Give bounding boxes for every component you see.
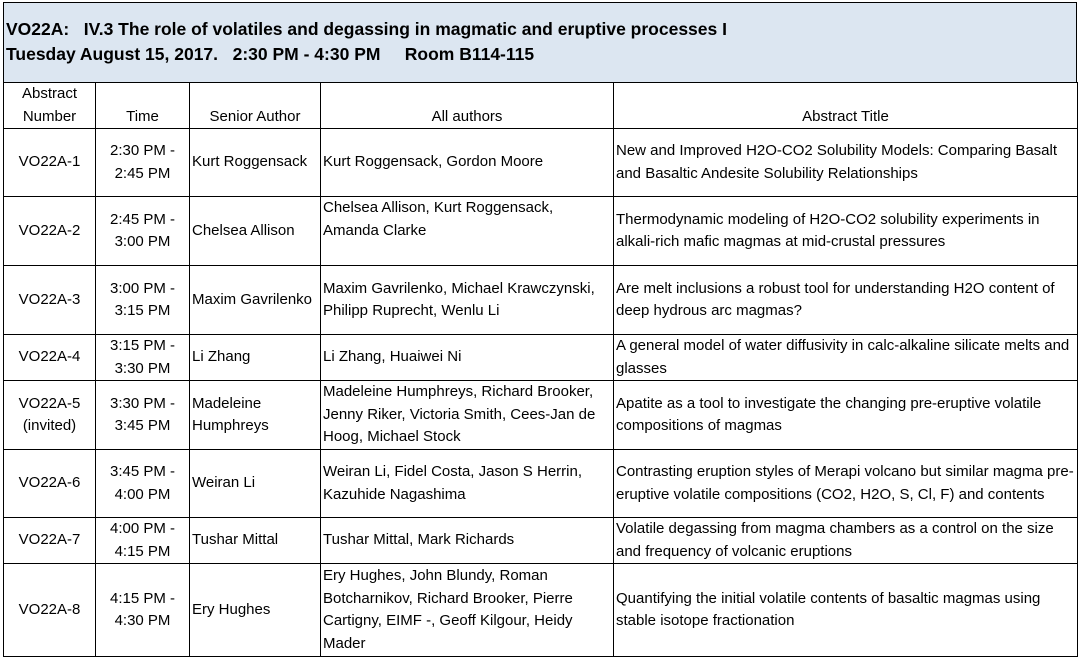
time-slot: 4:00 PM - 4:15 PM (96, 518, 190, 564)
abstract-title: Quantifying the initial volatile contents of basaltic magmas using stable isotope fractionation (614, 564, 1078, 657)
all-authors: Madeleine Humphreys, Richard Brooker, Jenny Riker, Victoria Smith, Cees-Jan de Hoog, Michael Stock (321, 381, 614, 450)
table-row (4, 129, 1078, 197)
header-time: Time (96, 83, 190, 129)
session-header (3, 2, 1077, 82)
table-row (4, 197, 1078, 266)
session-date-room: Tuesday August 15, 2017. 2:30 PM - 4:30 PM Room B114-115 (6, 44, 535, 64)
abstract-title: New and Improved H2O-CO2 Solubility Models: Comparing Basalt and Basaltic Andesite Solubility Relationships (614, 129, 1078, 197)
table-header-row (4, 83, 1078, 129)
all-authors: Kurt Roggensack, Gordon Moore (321, 129, 614, 197)
table-row (4, 450, 1078, 518)
abstract-title: Thermodynamic modeling of H2O-CO2 solubility experiments in alkali-rich mafic magmas at mid-crustal pressures (614, 197, 1078, 266)
schedule-table (3, 82, 1078, 657)
abstract-number: VO22A-8 (4, 564, 96, 657)
senior-author: Maxim Gavrilenko (190, 266, 321, 335)
table-row (4, 335, 1078, 381)
header-abstract-title: Abstract Title (614, 83, 1078, 129)
abstract-title: Apatite as a tool to investigate the changing pre-eruptive volatile compositions of magmas (614, 381, 1078, 450)
all-authors: Weiran Li, Fidel Costa, Jason S Herrin, Kazuhide Nagashima (321, 450, 614, 518)
header-senior-author: Senior Author (190, 83, 321, 129)
senior-author: Tushar Mittal (190, 518, 321, 564)
time-slot: 2:30 PM - 2:45 PM (96, 129, 190, 197)
table-row (4, 564, 1078, 657)
abstract-title: Are melt inclusions a robust tool for understanding H2O content of deep hydrous arc magmas? (614, 266, 1078, 335)
abstract-title: Contrasting eruption styles of Merapi volcano but similar magma pre-eruptive volatile compositions (CO2, H2O, S, Cl, F) and contents (614, 450, 1078, 518)
table-row (4, 518, 1078, 564)
abstract-number: VO22A-3 (4, 266, 96, 335)
header-abstract-number: Abstract Number (4, 83, 96, 129)
abstract-number: VO22A-6 (4, 450, 96, 518)
senior-author: Chelsea Allison (190, 197, 321, 266)
time-slot: 3:45 PM - 4:00 PM (96, 450, 190, 518)
senior-author: Kurt Roggensack (190, 129, 321, 197)
time-slot: 3:00 PM - 3:15 PM (96, 266, 190, 335)
abstract-title: A general model of water diffusivity in calc-alkaline silicate melts and glasses (614, 335, 1078, 381)
all-authors: Li Zhang, Huaiwei Ni (321, 335, 614, 381)
time-slot: 4:15 PM - 4:30 PM (96, 564, 190, 657)
session-sheet (3, 2, 1077, 657)
abstract-number: VO22A-4 (4, 335, 96, 381)
all-authors: Ery Hughes, John Blundy, Roman Botcharnikov, Richard Brooker, Pierre Cartigny, EIMF -, Geoff Kilgour, Heidy Mader (321, 564, 614, 657)
senior-author: Madeleine Humphreys (190, 381, 321, 450)
senior-author: Ery Hughes (190, 564, 321, 657)
abstract-number: VO22A-5 (invited) (4, 381, 96, 450)
abstract-number: VO22A-7 (4, 518, 96, 564)
session-title: VO22A: IV.3 The role of volatiles and degassing in magmatic and eruptive processes I (6, 19, 727, 39)
all-authors: Maxim Gavrilenko, Michael Krawczynski, Philipp Ruprecht, Wenlu Li (321, 266, 614, 335)
abstract-number: VO22A-2 (4, 197, 96, 266)
time-slot: 2:45 PM - 3:00 PM (96, 197, 190, 266)
all-authors: Chelsea Allison, Kurt Roggensack, Amanda Clarke (321, 197, 614, 266)
all-authors: Tushar Mittal, Mark Richards (321, 518, 614, 564)
table-row (4, 266, 1078, 335)
abstract-title: Volatile degassing from magma chambers as a control on the size and frequency of volcanic eruptions (614, 518, 1078, 564)
abstract-number: VO22A-1 (4, 129, 96, 197)
senior-author: Weiran Li (190, 450, 321, 518)
senior-author: Li Zhang (190, 335, 321, 381)
time-slot: 3:30 PM - 3:45 PM (96, 381, 190, 450)
header-all-authors: All authors (321, 83, 614, 129)
time-slot: 3:15 PM - 3:30 PM (96, 335, 190, 381)
table-row (4, 381, 1078, 450)
